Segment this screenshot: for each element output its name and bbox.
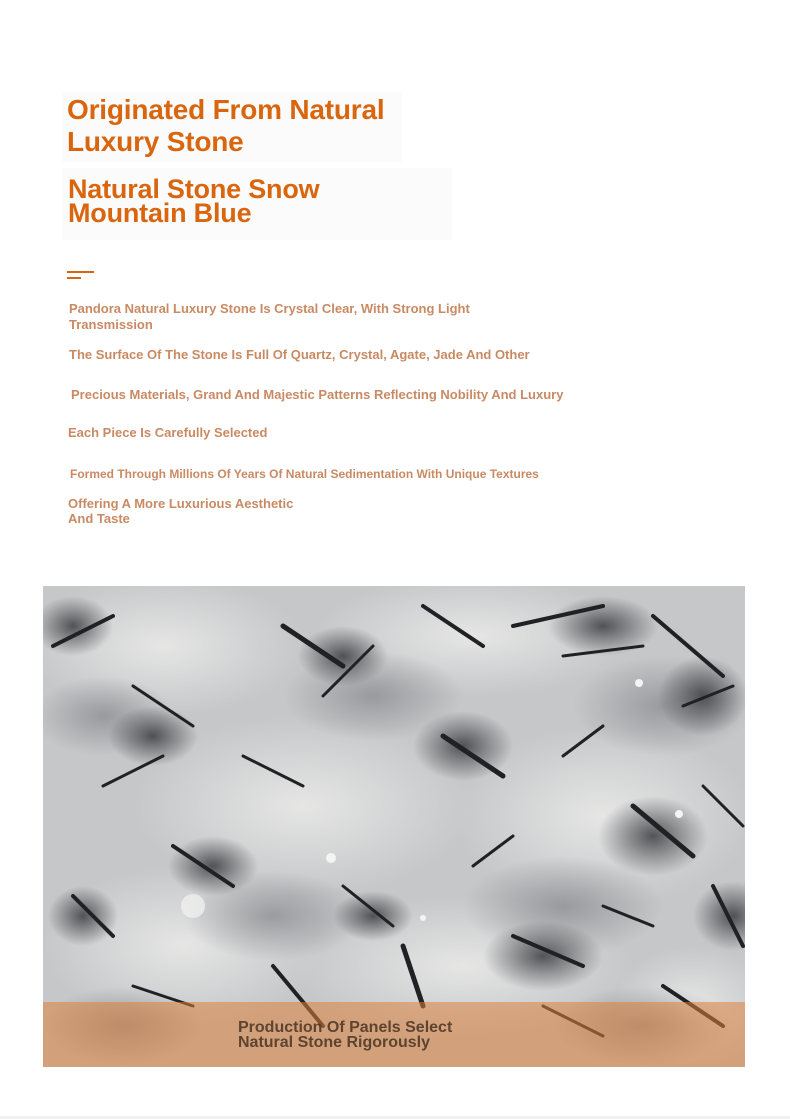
double-dash-icon — [67, 271, 95, 281]
body-line-surface: The Surface Of The Stone Is Full Of Quartz, Crystal, Agate, Jade And Other — [69, 347, 530, 362]
page-subtitle: Natural Stone Snow Mountain Blue — [68, 174, 320, 228]
page-title: Originated From Natural Luxury Stone — [67, 94, 385, 157]
body-line-crystal: Pandora Natural Luxury Stone Is Crystal Clear, With Strong Light Transmission — [69, 301, 470, 332]
body-line-selected: Each Piece Is Carefully Selected — [68, 425, 268, 440]
body-line-materials: Precious Materials, Grand And Majestic Patterns Reflecting Nobility And Luxury — [71, 387, 564, 402]
image-caption: Production Of Panels Select Natural Stone Rigorously — [238, 1019, 453, 1051]
body-line-aesthetic: Offering A More Luxurious Aesthetic And Taste — [68, 496, 294, 526]
body-line-formed: Formed Through Millions Of Years Of Natural Sedimentation With Unique Textures — [70, 467, 539, 481]
stone-slab-image — [43, 586, 745, 1067]
